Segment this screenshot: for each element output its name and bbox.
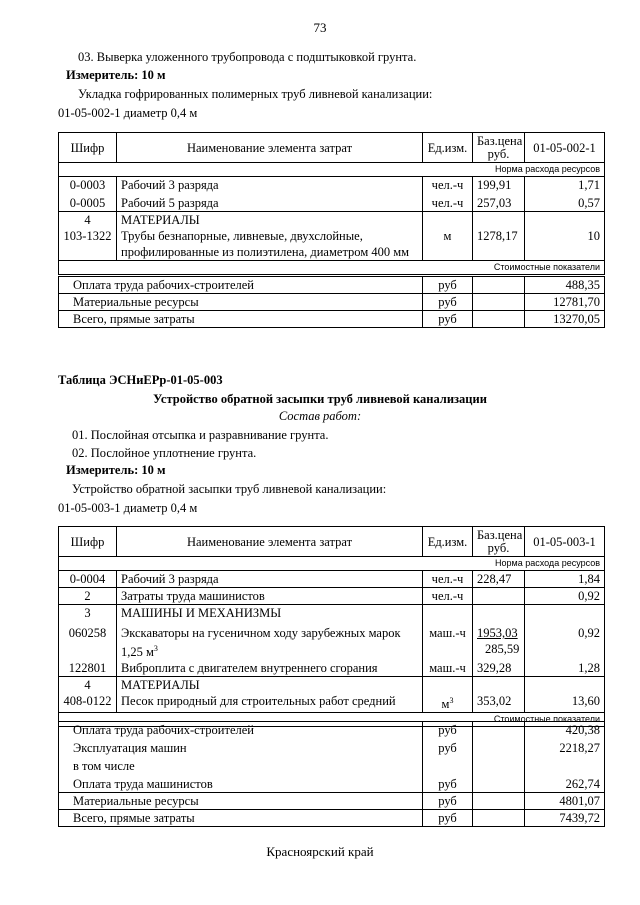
table-row — [59, 193, 605, 212]
row-unit: маш.-ч — [423, 621, 473, 660]
row-norm: 13,60 — [525, 693, 605, 713]
measurer-label: Измеритель: 10 м — [66, 463, 166, 477]
total-row — [59, 756, 605, 774]
row-unit — [423, 693, 473, 713]
row-code: 0-0005 — [59, 193, 117, 212]
header-name: Наименование элемента затрат — [117, 527, 423, 557]
row-name — [117, 621, 423, 660]
composition-label: Состав работ: — [278, 409, 362, 423]
row-price: 228,47 — [473, 571, 525, 588]
cost-table-1 — [58, 132, 605, 275]
row-norm: 0,57 — [525, 193, 605, 212]
empty-cell — [525, 605, 605, 622]
work-step: 03. Выверка уложенного трубопровода с подштыковкой грунта. — [78, 50, 417, 64]
row-price: 1278,17 — [473, 228, 525, 261]
header-norm: 01-05-003-1 — [525, 527, 605, 557]
total-value: 262,74 — [525, 774, 605, 793]
header-price: Баз.цена руб. — [473, 133, 525, 163]
row-unit: чел.-ч — [423, 571, 473, 588]
table-row — [59, 588, 605, 605]
empty-cell — [473, 756, 525, 774]
row-code: 103-1322 — [59, 228, 117, 261]
row-price: 257,03 — [473, 193, 525, 212]
empty-cell — [473, 810, 525, 827]
superscript: 3 — [449, 696, 454, 706]
total-unit: руб — [423, 774, 473, 793]
total-label: Всего, прямые затраты — [59, 311, 423, 328]
row-unit: чел.-ч — [423, 177, 473, 194]
total-label: Оплата труда рабочих-строителей — [59, 277, 423, 294]
total-label: Всего, прямые затраты — [59, 810, 423, 827]
total-row — [59, 722, 605, 739]
row-unit: маш.-ч — [423, 660, 473, 677]
row-name — [117, 228, 423, 261]
total-row — [59, 311, 605, 328]
total-value: 488,35 — [525, 277, 605, 294]
totals-table-1 — [58, 276, 605, 328]
work-step: 02. Послойное уплотнение грунта. — [72, 446, 257, 460]
empty-cell — [473, 294, 525, 311]
group-row — [59, 605, 605, 622]
header-norm: 01-05-002-1 — [525, 133, 605, 163]
total-row — [59, 738, 605, 756]
table-row — [59, 693, 605, 713]
total-value: 13270,05 — [525, 311, 605, 328]
empty-cell — [525, 212, 605, 229]
total-row — [59, 277, 605, 294]
total-label: Материальные ресурсы — [59, 294, 423, 311]
row-norm: 1,71 — [525, 177, 605, 194]
row-name: Затраты труда машинистов — [117, 588, 423, 605]
row-name-line2: профилированные из полиэтилена, диаметром 400 мм — [121, 245, 410, 259]
total-unit — [423, 756, 473, 774]
work-title: Укладка гофрированных полимерных труб ливневой канализации: — [78, 87, 433, 101]
empty-cell — [525, 677, 605, 694]
empty-cell — [473, 677, 525, 694]
row-code: 2 — [59, 588, 117, 605]
work-step: 01. Послойная отсыпка и разравнивание грунта. — [72, 428, 329, 442]
measurer-label: Измеритель: 10 м — [66, 68, 166, 82]
row-name: Рабочий 5 разряда — [117, 193, 423, 212]
row-code: 122801 — [59, 660, 117, 677]
row-name: Виброплита с двигателем внутреннего сгорания — [117, 660, 423, 677]
row-norm: 0,92 — [525, 588, 605, 605]
total-label: Эксплуатация машин — [59, 738, 423, 756]
group-row — [59, 677, 605, 694]
empty-cell — [473, 311, 525, 328]
row-code: 408-0122 — [59, 693, 117, 713]
table-title: Таблица ЭСНиЕРр-01-05-003 — [58, 373, 223, 387]
total-unit: руб — [423, 810, 473, 827]
row-name: Рабочий 3 разряда — [117, 177, 423, 194]
total-unit: руб — [423, 311, 473, 328]
row-norm: 0,92 — [525, 621, 605, 660]
empty-cell — [473, 605, 525, 622]
row-code: 060258 — [59, 621, 117, 660]
row-code: 0-0003 — [59, 177, 117, 194]
norm-caption: Норма расхода ресурсов — [59, 557, 605, 571]
total-unit: руб — [423, 277, 473, 294]
table-row — [59, 177, 605, 194]
empty-cell — [473, 774, 525, 793]
total-label: Материальные ресурсы — [59, 793, 423, 810]
row-price: 329,28 — [473, 660, 525, 677]
unit-text: м — [441, 697, 450, 712]
row-norm: 1,84 — [525, 571, 605, 588]
row-name-line2: 1,25 м — [121, 645, 154, 660]
header-price: Баз.цена руб. — [473, 527, 525, 557]
row-unit: м — [423, 228, 473, 261]
item-code: 01-05-003-1 диаметр 0,4 м — [58, 501, 198, 515]
total-row — [59, 774, 605, 793]
work-title: Устройство обратной засыпки труб ливневой канализации: — [72, 482, 387, 496]
group-code: 4 — [59, 677, 117, 694]
total-row — [59, 810, 605, 827]
superscript: 3 — [153, 644, 158, 653]
totals-table-2 — [58, 721, 605, 827]
row-price — [473, 621, 525, 660]
table-row — [59, 571, 605, 588]
row-unit: чел.-ч — [423, 588, 473, 605]
row-code: 0-0004 — [59, 571, 117, 588]
header-code: Шифр — [59, 133, 117, 163]
empty-cell — [473, 793, 525, 810]
empty-cell — [473, 277, 525, 294]
group-row — [59, 212, 605, 229]
total-unit: руб — [423, 793, 473, 810]
cost-caption-row — [59, 261, 605, 275]
cost-caption: Стоимостные показатели — [59, 261, 605, 275]
section-title: Устройство обратной засыпки труб ливневой канализации — [153, 392, 487, 406]
row-unit: чел.-ч — [423, 193, 473, 212]
row-price: 353,02 — [473, 693, 525, 713]
group-name: МАТЕРИАЛЫ — [117, 677, 423, 694]
header-code: Шифр — [59, 527, 117, 557]
total-label: Оплата труда рабочих-строителей — [59, 722, 423, 739]
row-name: Рабочий 3 разряда — [117, 571, 423, 588]
total-row — [59, 793, 605, 810]
empty-cell — [473, 212, 525, 229]
norm-caption-row — [59, 163, 605, 177]
header-name: Наименование элемента затрат — [117, 133, 423, 163]
cost-caption: Стоимостные показатели — [59, 713, 605, 727]
group-name: МАШИНЫ И МЕХАНИЗМЫ — [117, 605, 423, 622]
footer-region: Красноярский край — [266, 844, 374, 859]
row-price — [473, 588, 525, 605]
group-code: 4 — [59, 212, 117, 229]
group-code: 3 — [59, 605, 117, 622]
row-norm: 10 — [525, 228, 605, 261]
total-unit: руб — [423, 722, 473, 739]
norm-caption: Норма расхода ресурсов — [59, 163, 605, 177]
table-row — [59, 228, 605, 261]
total-unit: руб — [423, 738, 473, 756]
group-name: МАТЕРИАЛЫ — [117, 212, 423, 229]
total-value: 4801,07 — [525, 793, 605, 810]
row-price: 199,91 — [473, 177, 525, 194]
row-price-line2: 285,59 — [485, 642, 520, 656]
page-number: 73 — [313, 20, 327, 35]
total-value — [525, 756, 605, 774]
header-unit: Ед.изм. — [423, 133, 473, 163]
row-name-line1: Экскаваторы на гусеничном ходу зарубежных марок — [121, 626, 401, 640]
total-value: 7439,72 — [525, 810, 605, 827]
table-header-row — [59, 133, 605, 163]
empty-cell — [473, 722, 525, 739]
cost-table-2 — [58, 526, 605, 727]
total-value: 12781,70 — [525, 294, 605, 311]
table-row — [59, 621, 605, 660]
empty-cell — [423, 605, 473, 622]
row-name: Песок природный для строительных работ средний — [117, 693, 423, 713]
table-row — [59, 660, 605, 677]
row-name-line1: Трубы безнапорные, ливневые, двухслойные, — [121, 229, 363, 243]
total-value: 2218,27 — [525, 738, 605, 756]
total-label: в том числе — [59, 756, 423, 774]
empty-cell — [473, 738, 525, 756]
row-norm: 1,28 — [525, 660, 605, 677]
total-value: 420,38 — [525, 722, 605, 739]
table-header-row — [59, 527, 605, 557]
total-row — [59, 294, 605, 311]
empty-cell — [423, 212, 473, 229]
empty-cell — [423, 677, 473, 694]
row-price-line1: 1953,03 — [477, 626, 518, 640]
norm-caption-row — [59, 557, 605, 571]
item-code: 01-05-002-1 диаметр 0,4 м — [58, 106, 198, 120]
total-unit: руб — [423, 294, 473, 311]
header-unit: Ед.изм. — [423, 527, 473, 557]
total-label: Оплата труда машинистов — [59, 774, 423, 793]
